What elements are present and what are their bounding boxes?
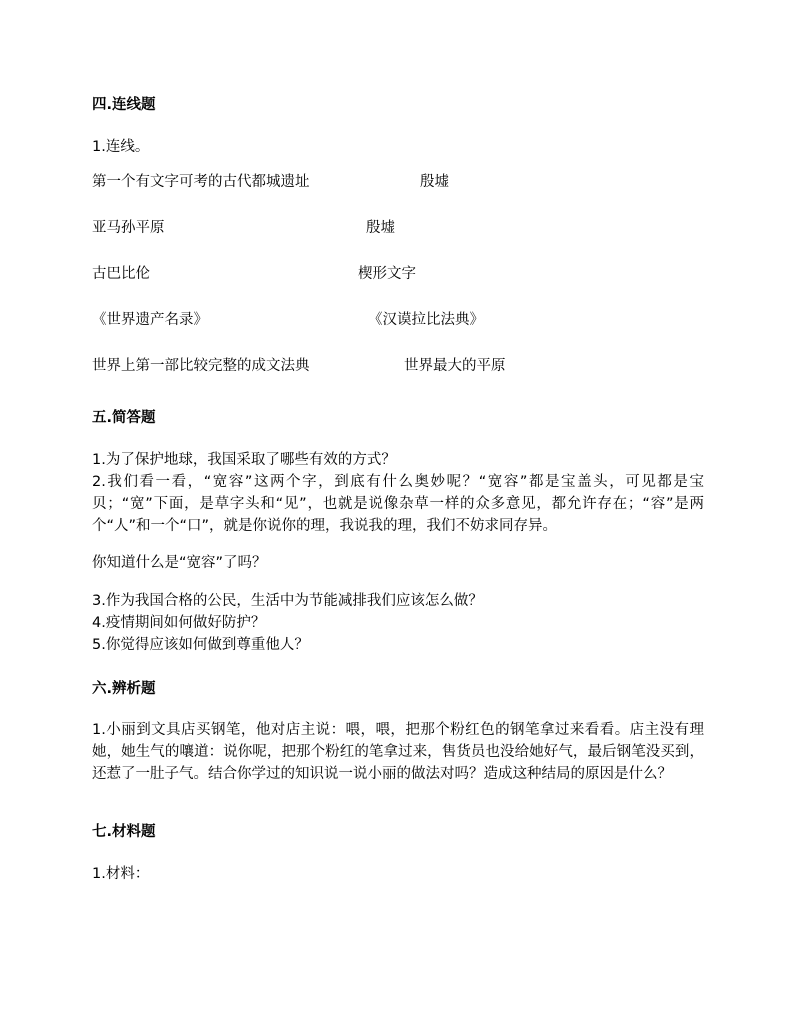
match-right-5: 世界最大的平原 xyxy=(404,358,506,374)
question-2: 2.我们看一看，“宽容”这两个字，到底有什么奥妙呢？“宽容”都是宝盖头，可见都是宝贝；“宽”下面，是草字头和“见”，也就是说像杂草一样的众多意见，都允许存在；“容”是两个“人”和一个“口”，就是你说你的理，我说我的理，我们不妨求同存异。 xyxy=(92,474,704,534)
match-right-2: 殷墟 xyxy=(366,220,395,236)
match-left-4: 《世界遗产名录》 xyxy=(92,312,208,328)
match-right-3: 楔形文字 xyxy=(358,266,416,282)
question-5: 5.你觉得应该如何做到尊重他人？ xyxy=(92,637,309,653)
match-right-4: 《汉谟拉比法典》 xyxy=(368,312,484,328)
material-label: 1.材料： xyxy=(92,866,150,882)
match-right-1: 殷墟 xyxy=(420,174,449,190)
match-left-1: 第一个有文字可考的古代都城遗址 xyxy=(92,174,310,190)
question-label: 1.连线。 xyxy=(92,139,150,155)
analysis-question-1: 1.小丽到文具店买钢笔，他对店主说：喂，喂，把那个粉红色的钢笔拿过来看看。店主没有理她，她生气的嚷道：说你呢，把那个粉红的笔拿过来，售货员也没给她好气，最后钢笔没买到，还惹了一肚子气。结合你学过的知识说一说小丽的做法对吗？造成这种结局的原因是什么？ xyxy=(92,722,704,782)
section-heading-matching: 四.连线题 xyxy=(92,97,156,113)
match-left-5: 世界上第一部比较完整的成文法典 xyxy=(92,358,310,374)
match-left-2: 亚马孙平原 xyxy=(92,220,165,236)
question-4: 4.疫情期间如何做好防护？ xyxy=(92,615,266,631)
section-heading-analysis: 六.辨析题 xyxy=(92,681,156,697)
match-left-3: 古巴比伦 xyxy=(92,266,150,282)
question-3: 3.作为我国合格的公民，生活中为节能减排我们应该怎么做？ xyxy=(92,593,483,609)
question-1: 1.为了保护地球，我国采取了哪些有效的方式？ xyxy=(92,452,396,468)
question-2-ask: 你知道什么是“宽容”了吗？ xyxy=(92,555,267,571)
section-heading-short-answer: 五.简答题 xyxy=(92,410,156,426)
section-heading-material: 七.材料题 xyxy=(92,824,156,840)
